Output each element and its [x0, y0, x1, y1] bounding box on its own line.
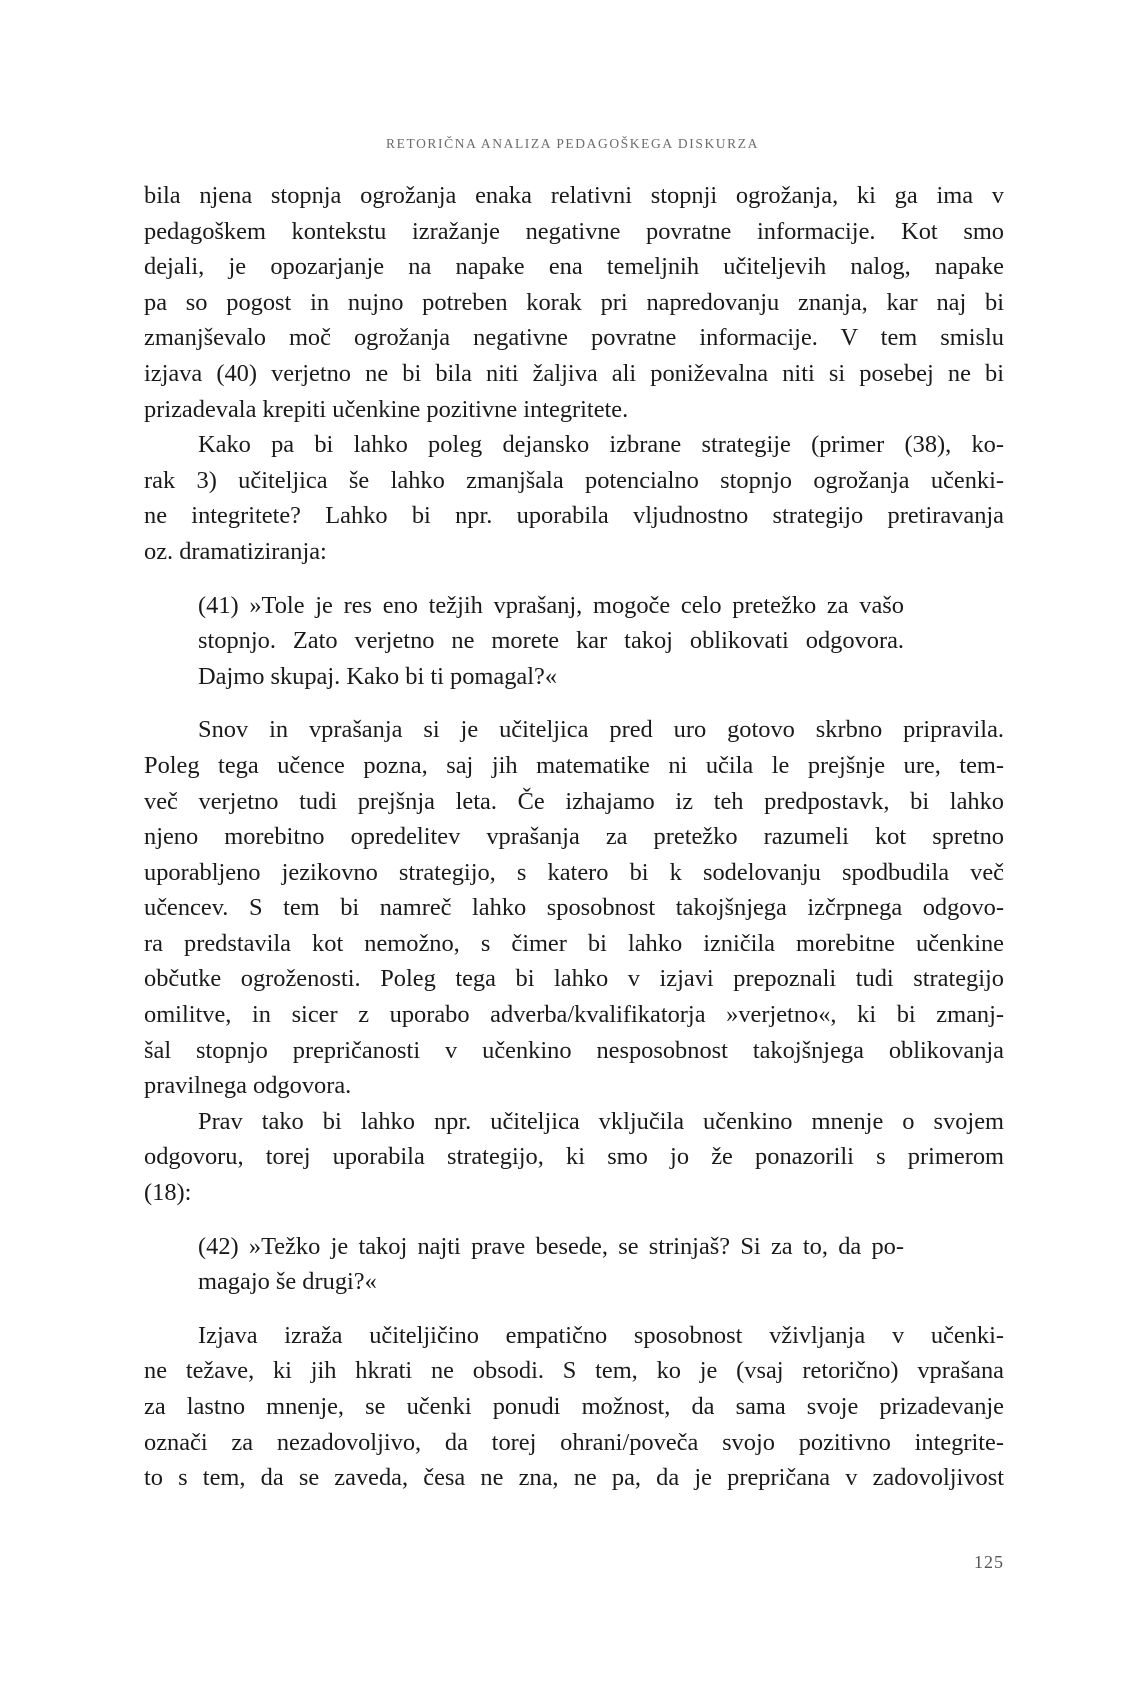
text-line: občutke ogroženosti. Poleg tega bi lahko v izjavi prepoznali tudi strategijo	[144, 965, 1004, 993]
text-line: ra predstavila kot nemožno, s čimer bi lahko izničila morebitne učenkine	[144, 929, 1004, 957]
text-line: Izjava izraža učiteljičino empatično sposobnost vživljanja v učenki-	[198, 1321, 1004, 1349]
paragraph-5	[144, 1318, 1004, 1496]
text-line: zmanjševalo moč ogrožanja negativne povratne informacije. V tem smislu	[144, 324, 1004, 352]
body-text	[144, 178, 1004, 1496]
text-line: Snov in vprašanja si je učiteljica pred uro gotovo skrbno pripravila.	[198, 716, 1004, 744]
text-line: (18):	[144, 1179, 192, 1207]
text-line: šal stopnjo prepričanosti v učenkino nesposobnost takojšnjega oblikovanja	[144, 1036, 1004, 1064]
example-41	[198, 588, 904, 695]
text-line: njeno morebitno opredelitev vprašanja za pretežko razumeli kot spretno	[144, 823, 1004, 851]
paragraph-4	[144, 1104, 1004, 1211]
example-42	[198, 1229, 904, 1300]
text-line: Dajmo skupaj. Kako bi ti pomagal?«	[198, 662, 558, 690]
text-line: za lastno mnenje, se učenki ponudi možnost, da sama svoje prizadevanje	[144, 1393, 1004, 1420]
text-line: (42) »Težko je takoj najti prave besede, se strinjaš? Si za to, da po-	[198, 1232, 904, 1260]
text-line: odgovoru, torej uporabila strategijo, ki smo jo že ponazorili s primerom	[144, 1143, 1004, 1171]
paragraph-3	[144, 712, 1004, 1104]
text-line: Prav tako bi lahko npr. učiteljica vključila učenkino mnenje o svojem	[198, 1107, 1004, 1135]
paragraph-2	[144, 427, 1004, 569]
text-line: označi za nezadovoljivo, da torej ohrani/poveča svojo pozitivno integrite-	[144, 1428, 1004, 1456]
running-head: RETORIČNA ANALIZA PEDAGOŠKEGA DISKURZA	[386, 136, 759, 151]
text-line: ne integritete? Lahko bi npr. uporabila vljudnostno strategijo pretiravanja	[144, 502, 1004, 530]
text-line: stopnjo. Zato verjetno ne morete kar takoj oblikovati odgovora.	[198, 627, 904, 655]
text-line: rak 3) učiteljica še lahko zmanjšala potencialno stopnjo ogrožanja učenki-	[144, 466, 1004, 494]
text-line: več verjetno tudi prejšnja leta. Če izhajamo iz teh predpostavk, bi lahko	[144, 787, 1004, 815]
page-number: 125	[974, 1552, 1004, 1572]
text-line: prizadevala krepiti učenkine pozitivne integritete.	[144, 395, 629, 423]
text-line: oz. dramatiziranja:	[144, 537, 327, 565]
text-line: učencev. S tem bi namreč lahko sposobnost takojšnjega izčrpnega odgovo-	[144, 894, 1004, 922]
text-line: izjava (40) verjetno ne bi bila niti žaljiva ali poniževalna niti si posebej ne bi	[144, 359, 1004, 387]
text-line: pravilnega odgovora.	[144, 1072, 352, 1100]
text-line: Kako pa bi lahko poleg dejansko izbrane strategije (primer (38), ko-	[198, 431, 1004, 459]
text-line: pedagoškem kontekstu izražanje negativne povratne informacije. Kot smo	[144, 217, 1004, 245]
text-line: magajo še drugi?«	[198, 1268, 377, 1296]
paragraph-1	[144, 178, 1004, 427]
text-line: uporabljeno jezikovno strategijo, s katero bi k sodelovanju spodbudila več	[144, 858, 1004, 886]
text-line: (41) »Tole je res eno težjih vprašanj, mogoče celo pretežko za vašo	[198, 591, 904, 619]
text-line: pa so pogost in nujno potreben korak pri napredovanju znanja, kar naj bi	[144, 288, 1004, 316]
text-line: Poleg tega učence pozna, saj jih matematike ni učila le prejšnje ure, tem-	[144, 751, 1004, 779]
text-line: to s tem, da se zaveda, česa ne zna, ne pa, da je prepričana v zadovoljivost	[144, 1464, 1004, 1492]
text-line: ne težave, ki jih hkrati ne obsodi. S tem, ko je (vsaj retorično) vprašana	[144, 1357, 1004, 1385]
text-line: dejali, je opozarjanje na napake ena temeljnih učiteljevih nalog, napake	[144, 253, 1004, 281]
text-line: omilitve, in sicer z uporabo adverba/kvalifikatorja »verjetno«, ki bi zmanj-	[144, 1001, 1004, 1029]
text-line: bila njena stopnja ogrožanja enaka relativni stopnji ogrožanja, ki ga ima v	[144, 182, 1004, 209]
